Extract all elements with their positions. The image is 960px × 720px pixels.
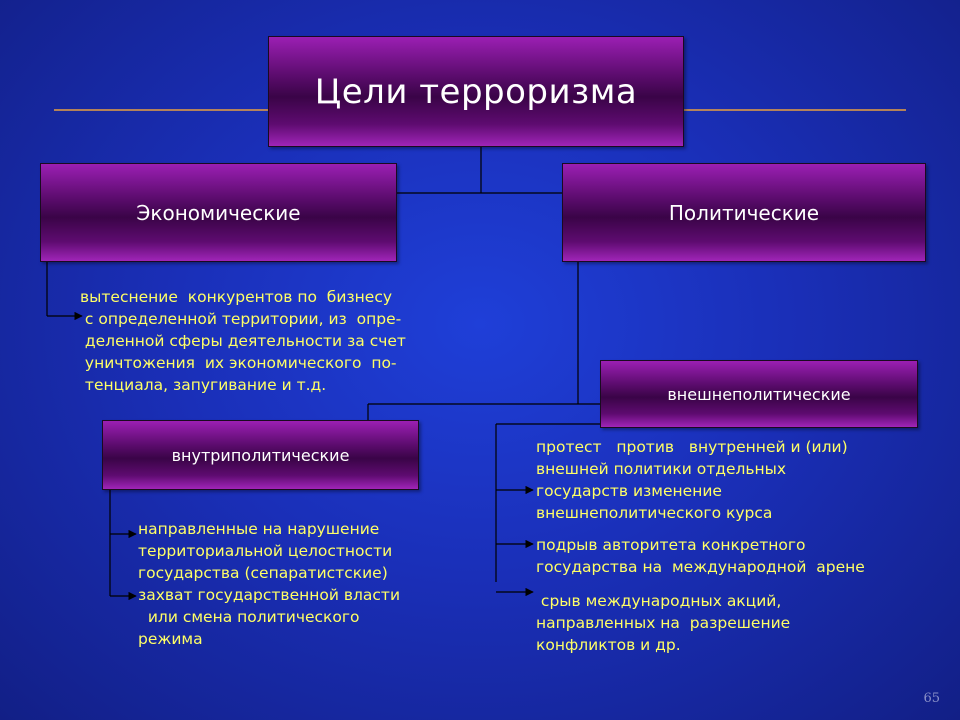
title-box xyxy=(268,36,684,147)
external-item-3: срыв международных акций, направленных на разрешение конфликтов и др. xyxy=(536,592,791,654)
page-title: Цели терроризма xyxy=(314,71,638,112)
economic-label: Экономические xyxy=(136,200,301,225)
economic-box xyxy=(40,163,397,262)
political-label: Политические xyxy=(668,200,820,225)
internal-description: направленные на нарушение территориальной целостности государства (сепаратистские) захват государственной власти или смена политического режима xyxy=(138,520,401,648)
economic-description: вытеснение конкурентов по бизнесу с определенной территории, из опре- деленной сферы деятельности за счет уничтожения их экономического по- тенциала, запугивание и т.д. xyxy=(80,288,406,394)
internal-box xyxy=(102,420,419,490)
external-label: внешнеполитические xyxy=(667,384,851,404)
external-item-2: подрыв авторитета конкретного государства на международной арене xyxy=(536,536,865,576)
political-box xyxy=(562,163,926,262)
page-number: 65 xyxy=(923,691,940,706)
external-box xyxy=(600,360,918,428)
internal-label: внутриполитические xyxy=(171,445,350,465)
external-item-1: протест против внутренней и (или) внешней политики отдельных государств изменение внешнеполитического курса xyxy=(536,438,848,522)
